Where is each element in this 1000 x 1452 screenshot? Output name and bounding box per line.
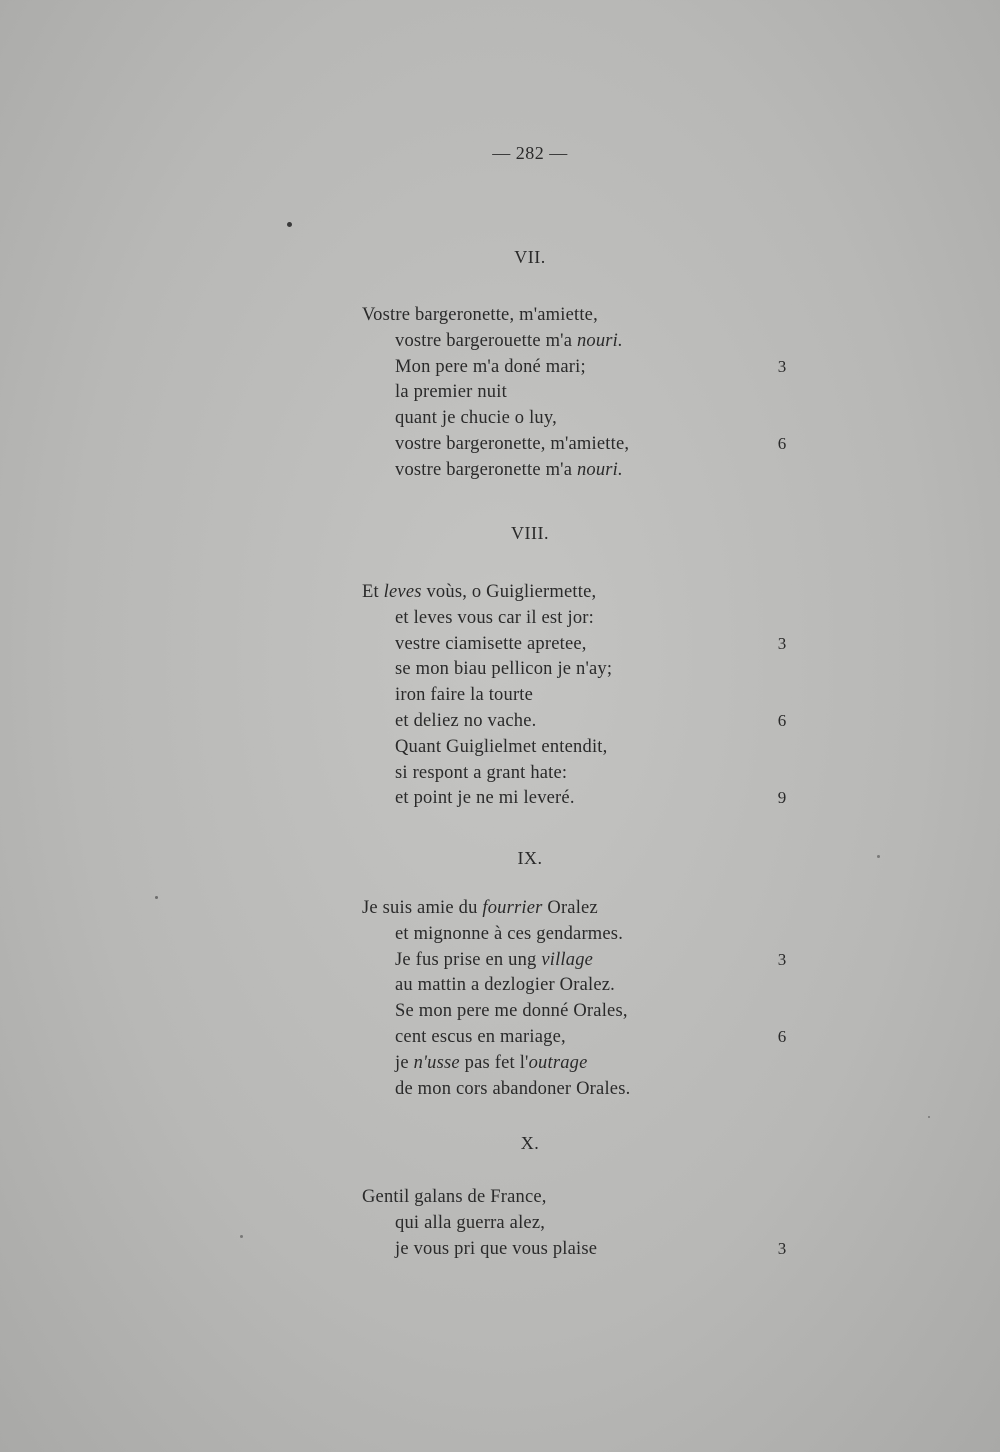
verse-line [395,998,628,1024]
verse-text: Oralez [542,898,598,918]
poem-heading: X. [520,1133,540,1153]
scan-speck [287,222,292,227]
line-number: 9 [777,788,787,808]
scan-speck [240,1235,243,1238]
verse-line [395,760,567,786]
verse-text: Et [362,582,384,602]
verse-text: vestre ciamisette apretee, [395,633,587,654]
italic-word: leves [383,582,422,602]
verse-text: vostre bargeronette m'a [395,459,577,480]
italic-word: village [541,949,594,970]
verse-text: Quant Guiglielmet entendit, [395,736,608,757]
verse-line [395,457,623,483]
verse-text: Se mon pere me donné Orales, [395,1001,628,1022]
verse-text: Vostre bargeronette, m'amiette, [362,305,598,325]
italic-word: fourrier [482,898,543,918]
verse-text: la premier nuit [395,382,507,403]
verse-line [395,605,594,631]
scan-speck [928,1116,930,1118]
verse-text: je [395,1052,414,1073]
page-number: — 282 — [492,143,568,163]
verse-line [395,328,623,354]
line-number: 3 [777,949,787,969]
verse-text: et deliez no vache. [395,711,537,731]
verse-text: Je suis amie du [362,898,483,918]
verse-line [395,734,607,760]
italic-word: n'usse [413,1052,460,1073]
verse-line [395,631,587,657]
verse-text: se mon biau pellicon je n'ay; [395,659,613,680]
verse-text: de mon cors abandoner Orales. [395,1078,631,1099]
verse-text: au mattin a dezlogier Oralez. [395,975,615,996]
poem-heading: IX. [517,848,543,868]
verse-line [395,379,507,405]
verse-line [395,354,586,380]
scan-speck [155,896,158,899]
verse-line [395,1050,588,1076]
line-number: 3 [777,356,787,376]
verse-text: qui alla guerra alez, [395,1212,546,1233]
line-number: 3 [777,633,787,653]
verse-text: pas fet l' [459,1052,529,1073]
verse-line [362,579,596,605]
line-number: 3 [777,1238,787,1258]
italic-word: outrage [528,1052,588,1073]
verse-line [395,431,629,457]
line-number: 6 [777,711,787,730]
verse-line [395,921,623,947]
poem-heading: VII. [514,247,546,267]
verse-line [362,1184,547,1210]
verse-line [395,656,612,682]
verse-text: et leves vous car il est jor: [395,607,594,628]
verse-line [395,682,533,708]
verse-text: vostre bargerouette m'a [395,330,577,351]
verse-line [395,972,615,998]
verse-line [362,302,598,328]
verse-line [395,947,593,973]
verse-text: cent escus en mariage, [395,1027,566,1047]
verse-line [395,1076,630,1102]
verse-text: je vous pri que vous plaise [395,1238,598,1259]
verse-line [395,1210,545,1236]
verse-line [395,708,536,734]
verse-text: voùs, o Guigliermette, [421,582,597,602]
verse-text: et point je ne mi leveré. [395,788,575,809]
scan-speck [877,855,880,858]
verse-text: Gentil galans de France, [362,1187,547,1207]
verse-line [395,785,575,811]
verse-text: et mignonne à ces gendarmes. [395,923,624,944]
verse-text: si respont a grant hate: [395,762,568,783]
verse-line [362,895,598,921]
italic-word: nouri. [576,330,623,351]
verse-text: vostre bargeronette, m'amiette, [395,434,630,454]
verse-line [395,405,557,431]
verse-text: iron faire la tourte [395,685,534,706]
poem-heading: VIII. [511,523,549,543]
line-number: 6 [777,434,787,453]
verse-line [395,1236,597,1262]
verse-text: quant je chucie o luy, [395,408,557,429]
line-number: 6 [777,1027,787,1046]
verse-text: Je fus prise en ung [395,949,542,970]
verse-text: Mon pere m'a doné mari; [395,356,586,377]
italic-word: nouri. [576,459,623,480]
verse-line [395,1024,566,1050]
